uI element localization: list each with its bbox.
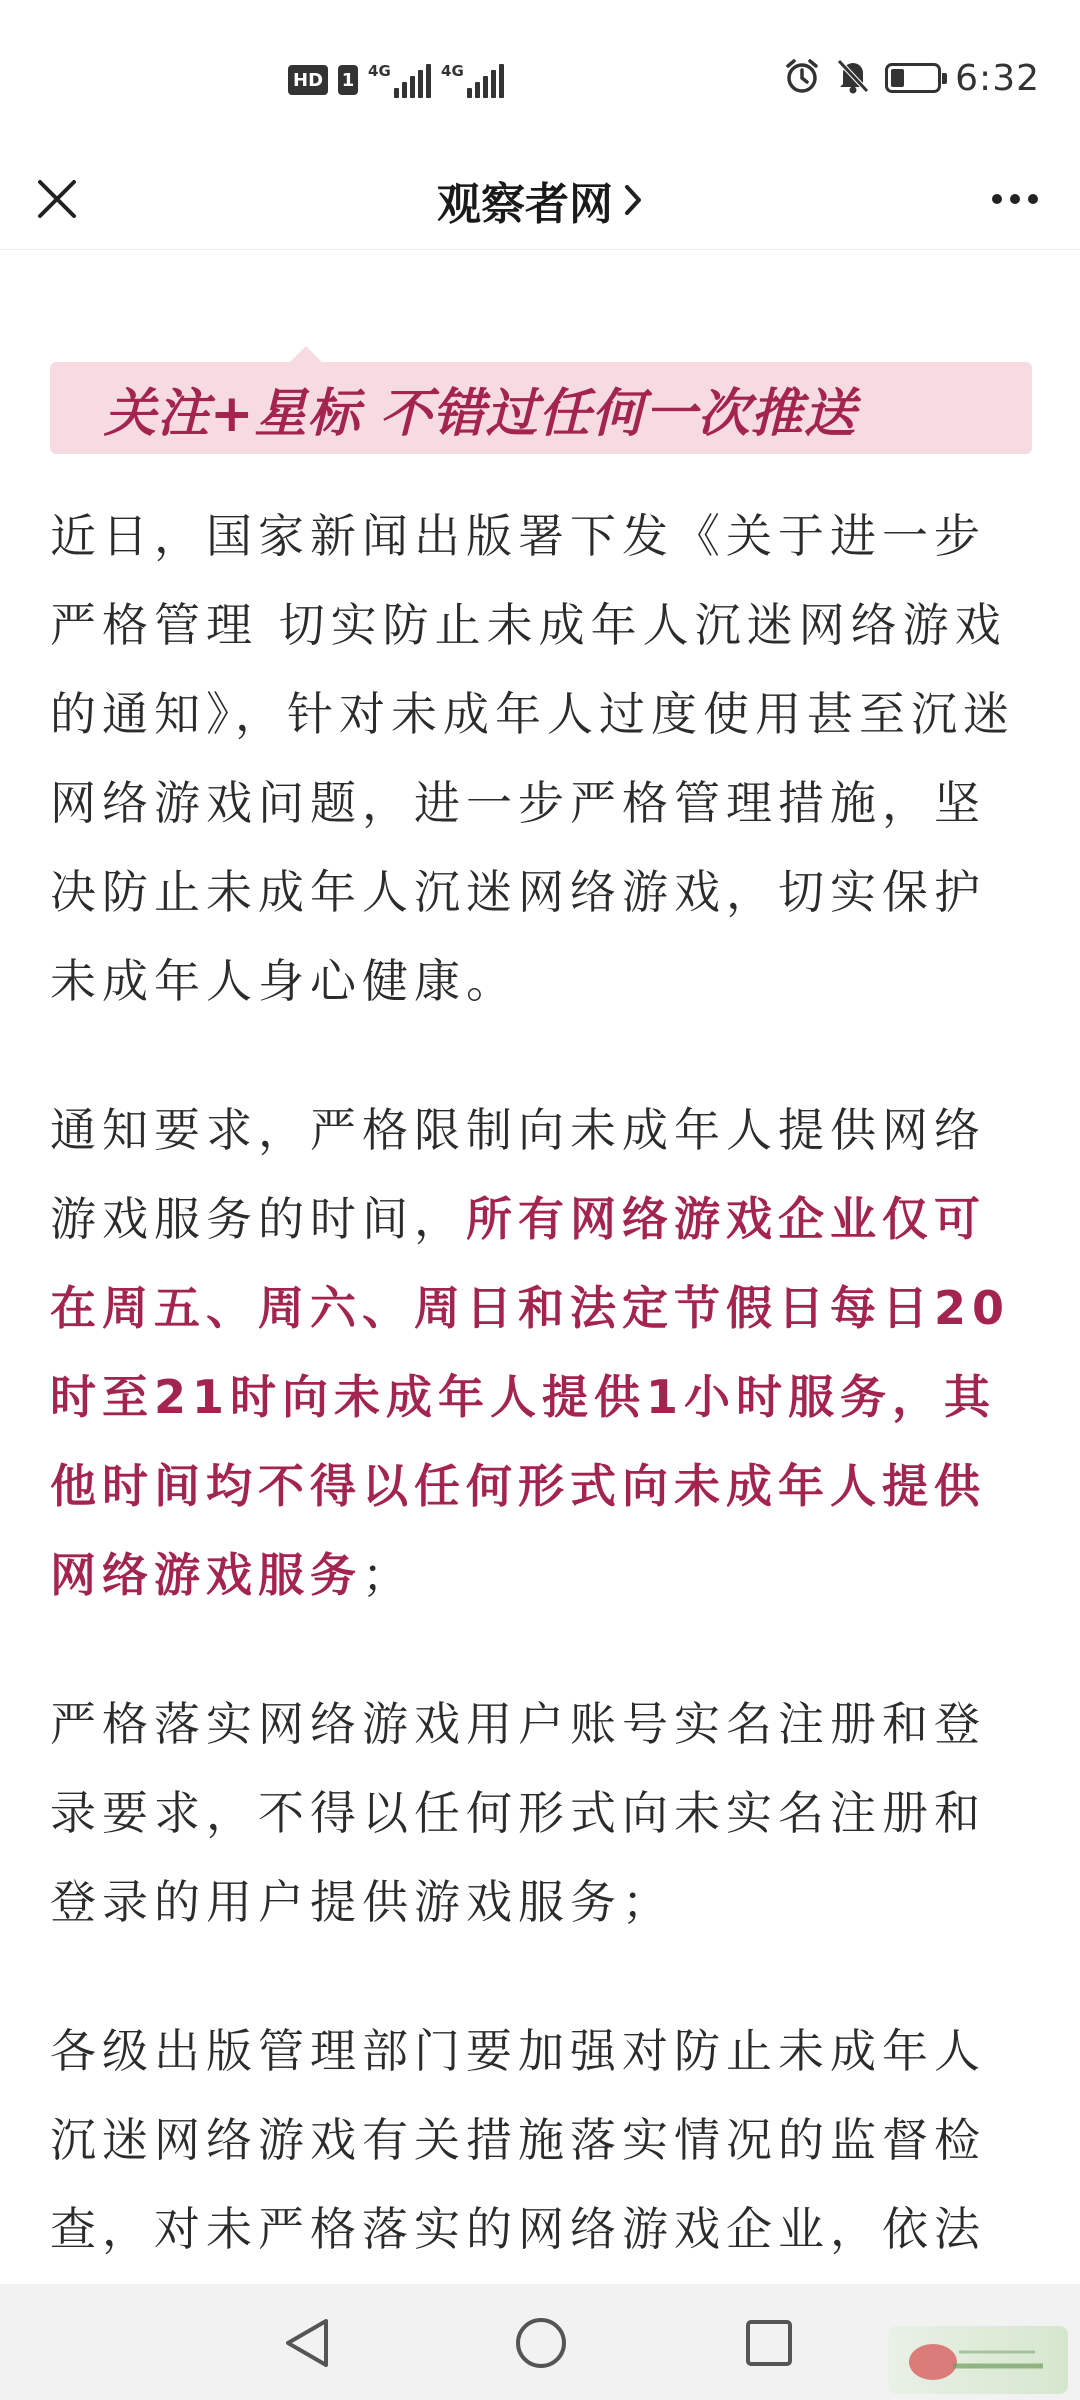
account-title-link[interactable] [0,150,1080,250]
clock: 6:32 [955,57,1040,99]
paragraph-2-highlight: 所有网络游戏企业仅可在周五、周六、周日和法定节假日每日20时至21时向未成年人提供1小时服务，其他时间均不得以任何形式向未成年人提供网络游戏服务 [50,1192,1011,1602]
paragraph-2-lead: 通知要求，严格限制向未成年人提供网络游戏服务的时间， [50,1103,986,1246]
recents-icon [744,2318,794,2368]
home-button[interactable] [506,2308,576,2378]
network-type-1: 4G [368,62,391,80]
battery-icon [885,63,941,93]
back-icon [282,2315,332,2371]
signal-icon [368,62,431,98]
watermark-logo [888,2326,1068,2394]
bell-muted-icon [835,57,871,99]
hd-badge: HD [288,65,328,95]
status-right [783,56,1040,100]
paragraph-4: 各级出版管理部门要加强对防止未成年人沉迷网络游戏有关措施落实情况的监督检查，对未严格落实的网络游戏企业，依法 [50,2024,986,2256]
follow-banner[interactable] [50,362,1032,454]
nav-bar [0,150,1080,250]
more-button[interactable] [980,166,1050,232]
status-bar [0,0,1080,150]
network-type-2: 4G [441,62,464,80]
recents-button[interactable] [734,2308,804,2378]
battery-fill [891,69,904,87]
article-body [50,250,1032,2363]
banner-text: 关注+星标 不错过任何一次推送 [104,383,857,444]
home-icon [513,2315,569,2371]
paragraph-2-tail: ； [362,1548,414,1602]
status-left [288,60,504,100]
sim-badge: 1 [338,65,358,95]
page-title: 观察者网 [437,179,613,230]
more-icon [992,194,1002,204]
alarm-icon [783,57,821,99]
paragraph-3: 严格落实网络游戏用户账号实名注册和登录要求，不得以任何形式向未实名注册和登录的用户提供游戏服务； [50,1697,986,1929]
paragraph-2 [50,1086,1032,1620]
paragraph-1: 近日，国家新闻出版署下发《关于进一步严格管理 切实防止未成年人沉迷网络游戏的通知》，针对未成年人过度使用甚至沉迷网络游戏问题，进一步严格管理措施，坚决防止未成年人沉迷网络游戏，切实保护未成年人身心健康。 [50,509,1015,1008]
signal-icon-2 [441,62,504,98]
back-button[interactable] [272,2308,342,2378]
chevron-right-icon [623,183,643,217]
